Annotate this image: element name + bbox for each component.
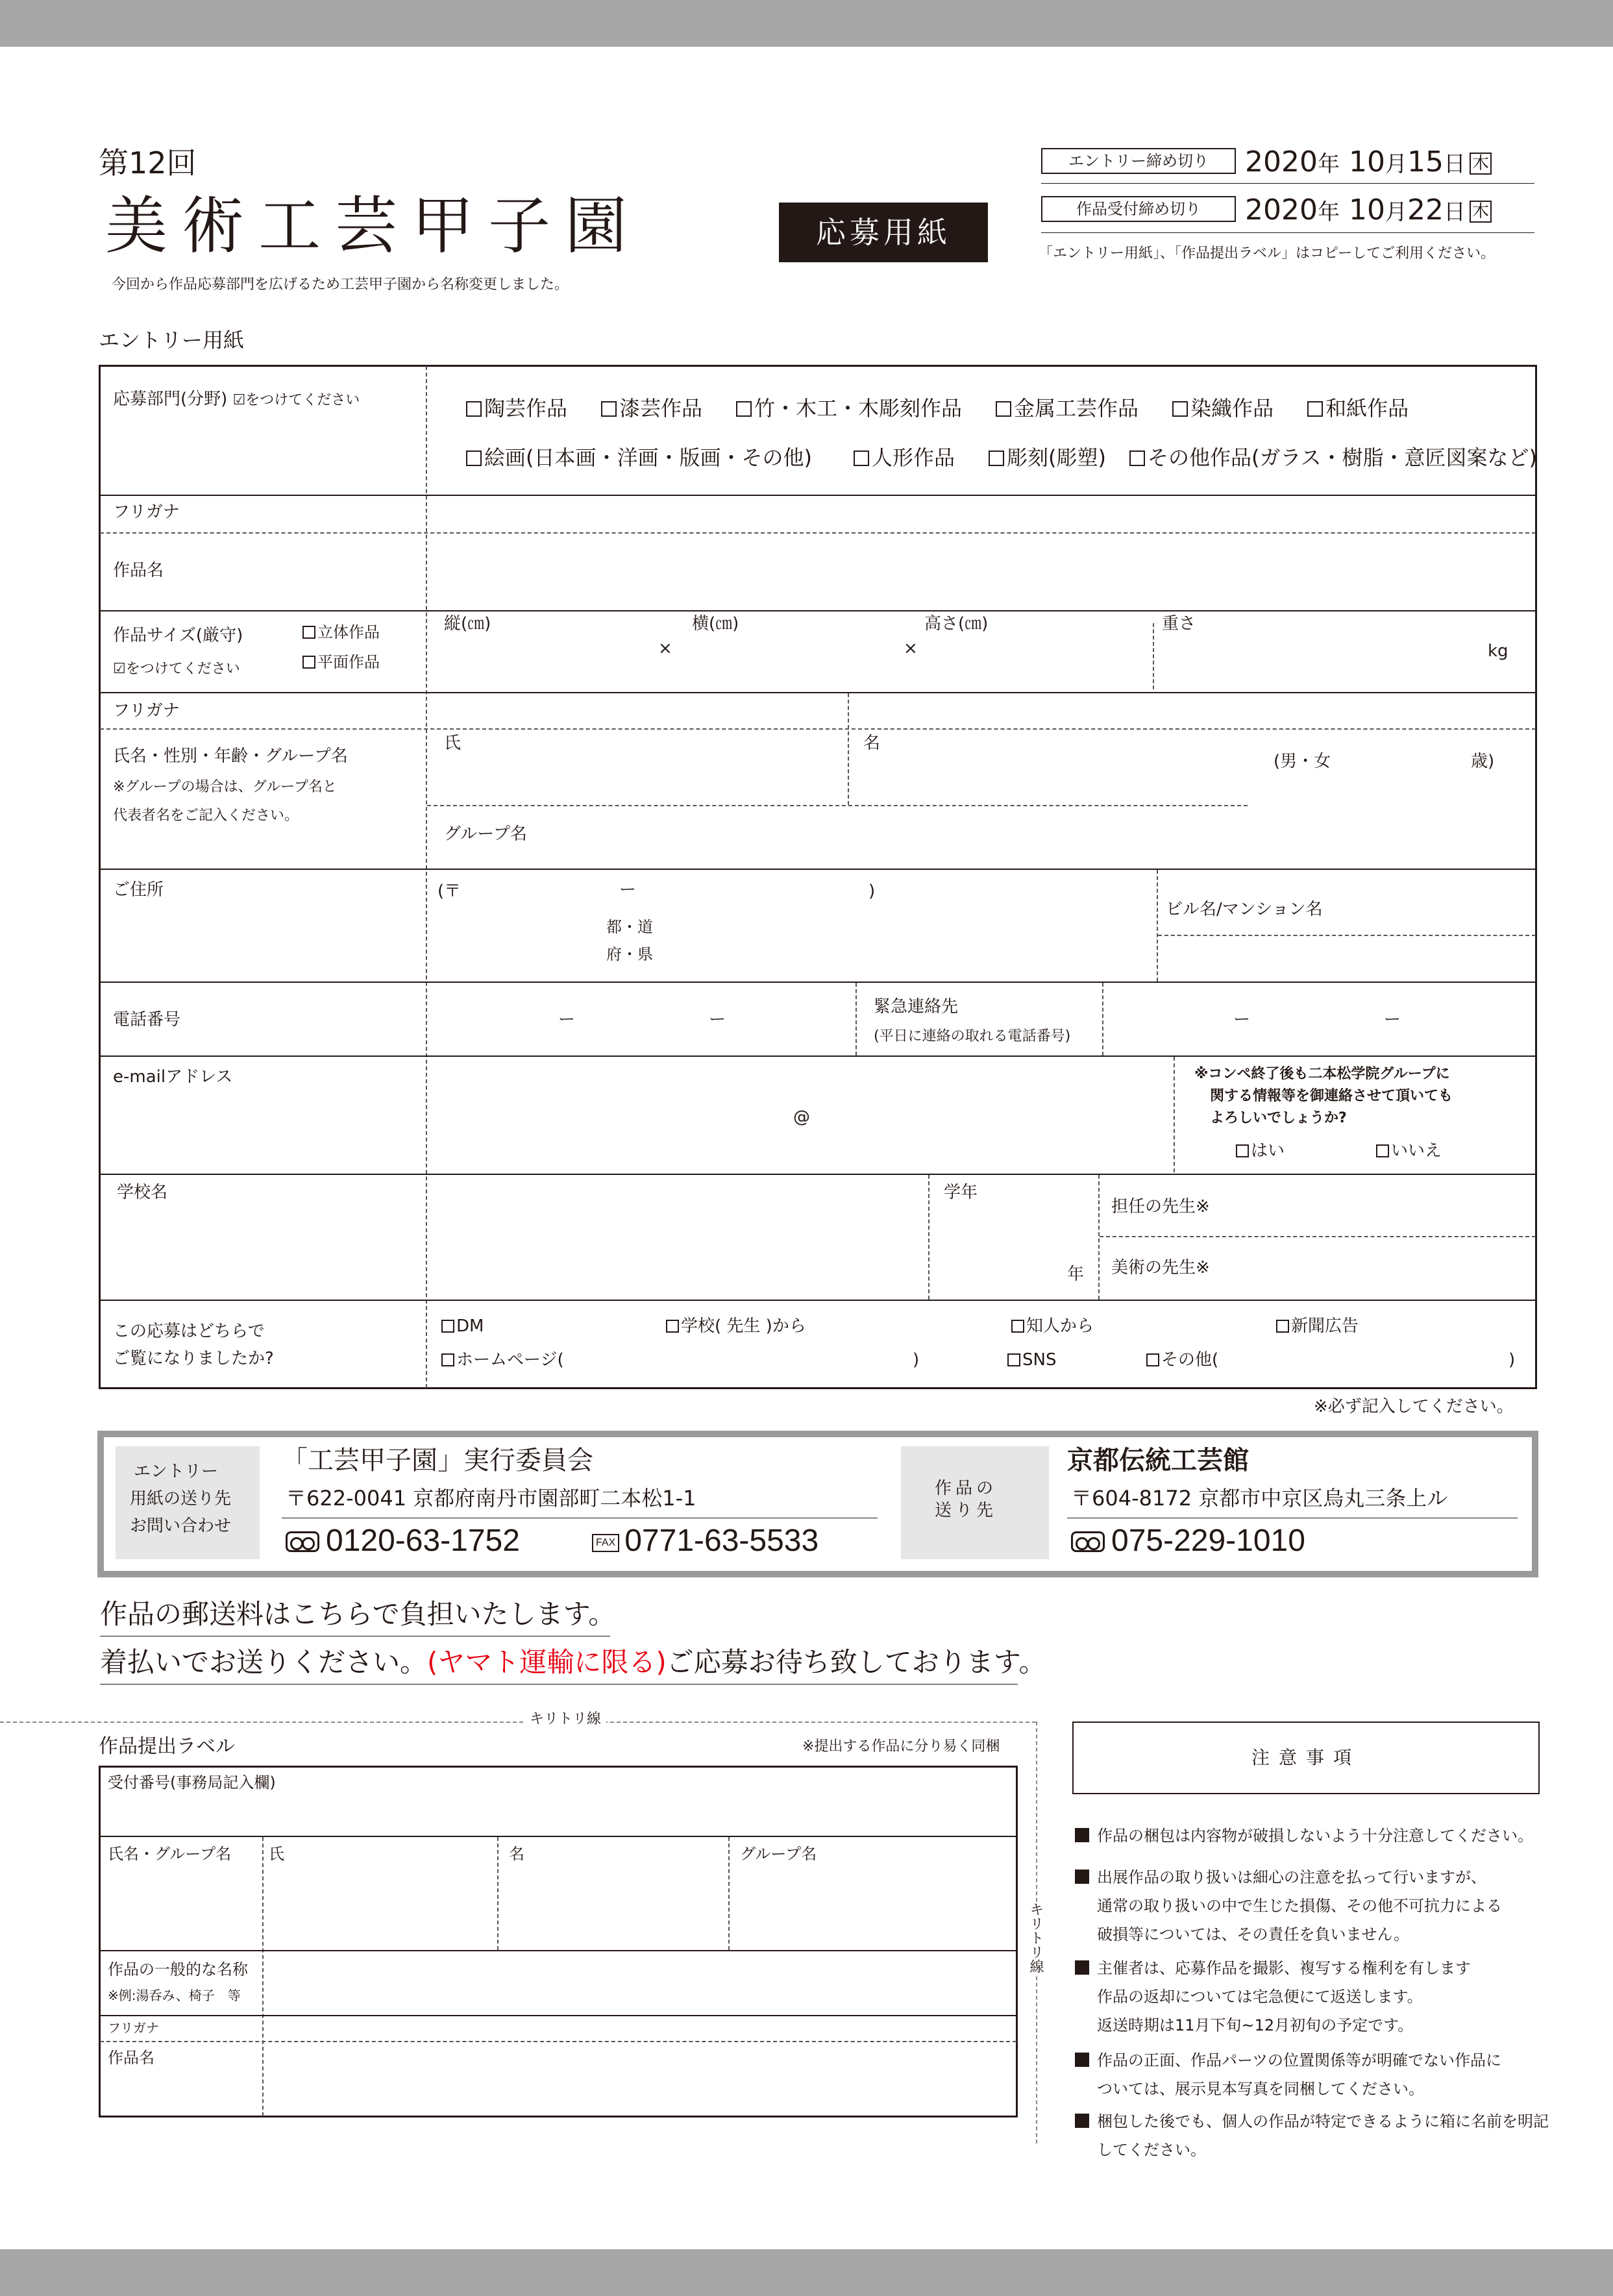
emergency-dash: ー	[1384, 1010, 1401, 1030]
phone-dash: ー	[709, 1010, 726, 1030]
address-label: ご住所	[113, 880, 164, 900]
school-label: 学校名	[117, 1183, 168, 1202]
source-label-1: この応募はどちらで	[113, 1322, 265, 1341]
row-divider	[100, 1055, 1536, 1057]
source-label-2: ご覧になりましたか?	[113, 1349, 274, 1368]
category-painting[interactable]: 絵画(日本画・洋画・版画・その他)	[466, 445, 812, 470]
bullet-icon	[1075, 2053, 1089, 2067]
grade-label: 学年	[944, 1183, 978, 1202]
work-name-input[interactable]	[428, 536, 1532, 608]
gender-choice[interactable]: (男・女	[1274, 752, 1331, 771]
contact-label-3: お問い合わせ	[130, 1516, 232, 1536]
row-divider	[100, 981, 1536, 983]
size-input[interactable]	[428, 636, 1142, 688]
subtitle: 今回から作品応募部門を広げるため工芸甲子園から名称変更しました。	[112, 277, 569, 293]
grade-input[interactable]	[932, 1207, 1094, 1259]
top-band	[0, 0, 1613, 47]
prefecture-to-do: 都・道	[606, 918, 653, 936]
work-deadline-label: 作品受付締め切り	[1041, 196, 1236, 222]
deadline-divider	[1041, 183, 1534, 184]
grade-suffix: 年	[1067, 1265, 1085, 1284]
organizer-fax: FAX 0771-63-5533	[592, 1525, 819, 1557]
notes-item: 作品の正面、作品パーツの位置関係等が明確でない作品に ついては、展示見本写真を同梱してください。	[1075, 2046, 1501, 2103]
emergency-note: (平日に連絡の取れる電話番号)	[874, 1028, 1071, 1044]
checkbox	[736, 401, 752, 417]
bullet-icon	[1075, 1960, 1089, 1975]
label-group-input[interactable]	[732, 1870, 1014, 1947]
category-bamboo-wood[interactable]: 竹・木工・木彫刻作品	[736, 396, 962, 421]
given-name-input[interactable]	[852, 731, 1241, 802]
age-suffix: 歳)	[1471, 752, 1495, 771]
checkbox	[1376, 1144, 1389, 1157]
source-other[interactable]: その他(	[1146, 1352, 1218, 1368]
category-textile[interactable]: 染織作品	[1172, 396, 1274, 421]
free-dial-icon	[286, 1531, 319, 1552]
emergency-phone-input[interactable]	[1106, 985, 1532, 1054]
kg-unit: kg	[1488, 641, 1508, 661]
source-other-close: )	[1508, 1350, 1516, 1370]
phone-label: 電話番号	[113, 1010, 181, 1030]
yamato-note: (ヤマト運輸に限る)	[427, 1646, 667, 1678]
furigana-label-2: フリガナ	[113, 701, 180, 721]
col-divider	[1102, 983, 1103, 1055]
bullet-icon	[1075, 1828, 1089, 1842]
contact-label-1: エントリー	[134, 1462, 219, 1481]
category-washi[interactable]: 和紙作品	[1307, 396, 1409, 421]
zip-dash: ー	[619, 880, 637, 900]
cut-line-label: キリトリ線	[524, 1712, 606, 1727]
times-sign: ×	[658, 639, 672, 658]
checkbox	[1172, 401, 1188, 417]
source-newspaper[interactable]: 新聞広告	[1276, 1318, 1359, 1335]
col-divider	[728, 1837, 730, 1950]
checkbox	[302, 656, 315, 669]
shipping-line-1: 作品の郵送料はこちらで負担いたします。	[100, 1598, 616, 1630]
col-divider	[1153, 623, 1154, 689]
row-divider	[100, 1836, 1016, 1837]
label-work-name-input[interactable]	[266, 2045, 1013, 2114]
width-label: 横(㎝)	[692, 614, 739, 634]
phone-dash: ー	[558, 1010, 576, 1030]
weekday-badge: 木	[1470, 201, 1492, 223]
label-title: 作品提出ラベル	[99, 1735, 235, 1758]
homeroom-teacher-label: 担任の先生※	[1111, 1197, 1210, 1216]
at-sign: @	[793, 1107, 810, 1127]
shipping-line-2: 着払いでお送りください。(ヤマト運輸に限る)ご応募お待ち致しております。	[100, 1646, 1046, 1678]
notes-title: 注意事項	[1072, 1722, 1540, 1794]
surname-label: 氏	[444, 734, 462, 753]
size-hint: ☑をつけてください	[113, 661, 240, 677]
label-given-name-input[interactable]	[501, 1870, 724, 1947]
category-label: 応募部門(分野) ☑をつけてください	[113, 389, 360, 409]
work-name-label: 作品名	[113, 561, 164, 580]
destination-name: 京都伝統工芸館	[1067, 1446, 1249, 1475]
copy-note: 「エントリー用紙」、「作品提出ラベル」はコピーしてご利用ください。	[1039, 245, 1496, 262]
consent-text-1: ※コンペ終了後も二本松学院グループに	[1194, 1066, 1450, 1082]
bullet-icon	[1075, 1870, 1089, 1884]
emergency-label: 緊急連絡先	[874, 997, 959, 1017]
entry-deadline-label: エントリー締め切り	[1041, 148, 1236, 174]
col-divider	[1098, 1175, 1100, 1300]
work-deadline-date: 2020年 10月22日 木	[1245, 196, 1492, 225]
size-3d-option[interactable]: 立体作品	[302, 624, 380, 640]
name-note-1: ※グループの場合は、グループ名と	[113, 779, 337, 795]
notes-item: 梱包した後でも、個人の作品が特定できるように箱に名前を明記 してください。	[1075, 2107, 1549, 2164]
checkbox	[1011, 1320, 1024, 1333]
label-group: グループ名	[740, 1845, 817, 1863]
consent-no[interactable]: いいえ	[1376, 1142, 1442, 1159]
entry-heading: エントリー用紙	[99, 328, 245, 352]
page-title: 美術工芸甲子園	[105, 190, 641, 262]
zip-close: )	[868, 882, 876, 901]
col-divider	[262, 1837, 264, 2116]
building-label: ビル名/マンション名	[1166, 900, 1323, 919]
category-sculpture[interactable]: 彫刻(彫塑)	[989, 445, 1106, 470]
checkbox	[1146, 1353, 1159, 1366]
size-2d-option[interactable]: 平面作品	[302, 654, 380, 670]
zip-input[interactable]	[467, 878, 857, 904]
checkbox	[466, 401, 482, 417]
cut-line-label-vertical: キリトリ線	[1028, 1902, 1044, 1973]
col-divider	[848, 693, 849, 805]
category-lacquer[interactable]: 漆芸作品	[601, 396, 702, 421]
furigana-input[interactable]	[428, 497, 1532, 523]
checkbox	[466, 451, 482, 466]
prefecture-fu-ken: 府・県	[606, 945, 653, 963]
row-divider	[100, 2015, 1016, 2016]
label-surname-input[interactable]	[266, 1870, 493, 1947]
source-sns[interactable]: SNS	[1007, 1352, 1056, 1368]
cut-line	[0, 1722, 1036, 1723]
consent-text-2: 関する情報等を御連絡させて頂いても	[1210, 1088, 1453, 1104]
source-homepage[interactable]: ホームページ(	[441, 1352, 564, 1368]
category-pottery[interactable]: 陶芸作品	[466, 396, 567, 421]
label-name-group: 氏名・グループ名	[108, 1845, 232, 1863]
row-divider	[100, 1174, 1536, 1175]
col-divider	[1174, 1057, 1175, 1172]
given-name-label: 名	[863, 734, 881, 753]
weekday-badge: 木	[1470, 153, 1492, 175]
emergency-dash: ー	[1233, 1010, 1251, 1030]
label-general-example: ※例:湯呑み、椅子 等	[108, 1988, 241, 2003]
art-teacher-input[interactable]	[1233, 1240, 1532, 1297]
fax-icon: FAX	[592, 1534, 619, 1552]
checkbox	[989, 451, 1004, 466]
row-divider	[427, 805, 1248, 806]
edition: 第12回	[99, 145, 197, 180]
label-note: ※提出する作品に分り易く同梱	[802, 1738, 1000, 1755]
checkbox	[1129, 451, 1145, 466]
consent-yes[interactable]: はい	[1236, 1142, 1285, 1159]
row-divider	[100, 869, 1536, 870]
checkbox	[441, 1353, 454, 1366]
checkbox	[996, 401, 1011, 417]
depth-label: 高さ(㎝)	[924, 614, 989, 634]
weight-input[interactable]	[1155, 636, 1480, 688]
row-divider	[100, 495, 1536, 496]
checkbox	[1007, 1353, 1020, 1366]
size-label: 作品サイズ(厳守)	[113, 626, 243, 645]
surname-input[interactable]	[428, 731, 844, 802]
underline	[100, 1684, 1018, 1685]
checkbox	[601, 401, 617, 417]
art-teacher-label: 美術の先生※	[1111, 1258, 1210, 1278]
checkbox	[1236, 1144, 1249, 1157]
label-work-name: 作品名	[108, 2049, 154, 2067]
required-note: ※必ず記入してください。	[1314, 1397, 1514, 1416]
furigana-label: フリガナ	[113, 502, 180, 522]
label-furigana-input[interactable]	[266, 2019, 1013, 2038]
name-label: 氏名・性別・年齢・グループ名	[113, 747, 348, 766]
receipt-label: 受付番号(事務局記入欄)	[108, 1773, 276, 1792]
weight-label: 重さ	[1162, 614, 1196, 634]
row-divider	[100, 692, 1536, 693]
email-label: e-mailアドレス	[113, 1067, 233, 1087]
checkbox	[666, 1320, 679, 1333]
label-surname: 氏	[269, 1845, 284, 1863]
checkbox	[854, 451, 869, 466]
source-acquaintance[interactable]: 知人から	[1011, 1318, 1094, 1335]
checkbox	[1307, 401, 1323, 417]
deadline-divider	[1041, 232, 1534, 233]
contact-label-2: 用紙の送り先	[130, 1489, 232, 1509]
checkbox	[302, 626, 315, 639]
entry-deadline-date: 2020年 10月15日 木	[1245, 148, 1492, 177]
dest-label-1: 作品の	[935, 1479, 998, 1498]
label-general-input[interactable]	[266, 1954, 1013, 2012]
group-name-label: グループ名	[444, 824, 527, 844]
checkbox	[1276, 1320, 1289, 1333]
category-other[interactable]: その他作品(ガラス・樹脂・意匠図案など)	[1129, 445, 1537, 470]
free-dial-icon	[1071, 1531, 1105, 1552]
col-divider	[497, 1837, 499, 1950]
school-input[interactable]	[428, 1178, 922, 1298]
group-name-input[interactable]	[428, 809, 1532, 867]
row-divider	[1100, 1236, 1536, 1237]
row-divider	[1158, 935, 1536, 936]
destination-phone[interactable]: 075-229-1010	[1071, 1525, 1305, 1557]
organizer-name: 「工芸甲子園」実行委員会	[282, 1446, 593, 1475]
col-divider	[856, 983, 857, 1055]
homeroom-teacher-input[interactable]	[1233, 1178, 1532, 1233]
notes-item: 作品の梱包は内容物が破損しないよう十分注意してください。	[1075, 1821, 1533, 1850]
row-divider	[100, 1300, 1536, 1301]
organizer-phone[interactable]: 0120-63-1752	[286, 1525, 520, 1557]
category-row-1	[466, 392, 1409, 422]
name-note-2: 代表者名をご記入ください。	[113, 808, 299, 824]
checkbox	[441, 1320, 454, 1333]
destination-address: 〒604-8172 京都市中京区烏丸三条上ル	[1071, 1486, 1448, 1511]
col-divider	[928, 1175, 930, 1300]
category-metal[interactable]: 金属工芸作品	[996, 396, 1139, 421]
notes-item: 主催者は、応募作品を撮影、複写する権利を有します 作品の返却については宅急便にて返送します。 返送時期は11月下旬~12月初旬の予定です。	[1075, 1954, 1471, 2040]
source-dm[interactable]: DM	[441, 1318, 484, 1335]
building-input[interactable]	[1162, 937, 1532, 979]
category-doll[interactable]: 人形作品	[854, 445, 955, 470]
zip-open: (〒	[437, 882, 462, 901]
col-divider	[1157, 870, 1158, 981]
row-divider	[100, 728, 1536, 730]
source-school[interactable]: 学校( 先生 )から	[666, 1318, 806, 1335]
address-input[interactable]	[662, 909, 1149, 974]
notes-item: 出展作品の取り扱いは細心の注意を払って行いますが、 通常の取り扱いの中で生じた損傷、その他不可抗力による 破損等については、その責任を負いません。	[1075, 1863, 1502, 1949]
label-given-name: 名	[509, 1845, 524, 1863]
organizer-address: 〒622-0041 京都府南丹市園部町二本松1-1	[286, 1486, 696, 1511]
source-homepage-close: )	[913, 1350, 920, 1370]
label-general-name: 作品の一般的な名称	[108, 1960, 248, 1979]
bottom-band	[0, 2249, 1613, 2296]
row-divider	[100, 2041, 1016, 2042]
form-badge: 応募用紙	[779, 203, 988, 262]
label-column-divider	[426, 366, 427, 1388]
height-label: 縦(㎝)	[444, 614, 491, 634]
times-sign: ×	[904, 639, 918, 658]
dest-label-2: 送り先	[935, 1501, 998, 1520]
row-divider	[100, 532, 1536, 534]
bullet-icon	[1075, 2114, 1089, 2128]
row-divider	[100, 1950, 1016, 1951]
label-furigana: フリガナ	[108, 2020, 159, 2036]
row-divider	[100, 610, 1536, 611]
consent-text-3: よろしいでしょうか?	[1210, 1110, 1347, 1126]
email-input[interactable]	[428, 1059, 1168, 1170]
category-row-2	[466, 441, 1537, 471]
phone-input[interactable]	[428, 985, 844, 1054]
